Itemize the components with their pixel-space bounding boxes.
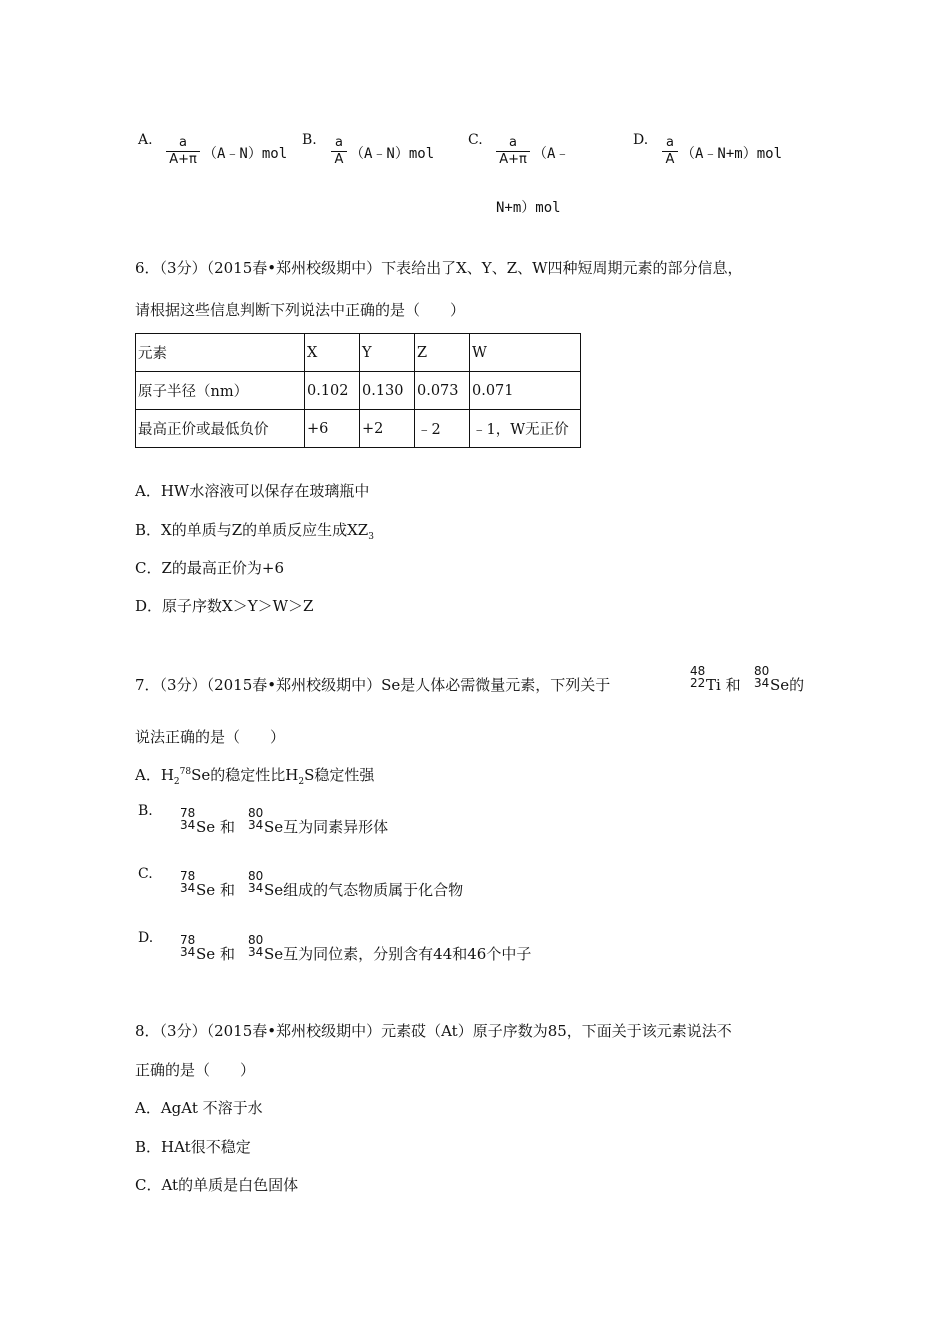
q5-option-c-text: （A﹣ <box>533 146 570 162</box>
q7-option-b-text: Se互为同素异形体 <box>264 818 389 836</box>
table-row <box>136 334 581 372</box>
q7-stem-line2: 说法正确的是（ ） <box>135 728 286 746</box>
q7-option-b-isotope-78: 78 34 <box>180 806 196 832</box>
table-cell: 原子半径（nm） <box>136 372 305 410</box>
table-cell: X <box>305 334 360 372</box>
q8-stem-line1: 8．（3分）（2015春•郑州校级期中）元素砹（At）原子序数为85，下面关于该元素说法不 <box>135 1022 732 1040</box>
table-row <box>136 410 581 448</box>
q7-isotope-ti: 48 22 <box>690 664 706 690</box>
q7-option-d-isotope-80: 80 34 <box>248 933 264 959</box>
table-cell: W <box>470 334 581 372</box>
q8-option-a: A．AgAt 不溶于水 <box>135 1099 263 1117</box>
q7-option-c-se78-label: Se 和 <box>196 881 235 899</box>
q7-option-c-letter: C. <box>138 866 153 882</box>
table-cell: +2 <box>360 410 415 448</box>
q5-option-d-fraction: a A <box>662 136 678 167</box>
q7-isotope-ti-symbol: Ti 和 <box>706 676 741 694</box>
q7-option-d-se78-label: Se 和 <box>196 945 235 963</box>
q8-option-c: C．At的单质是白色固体 <box>135 1176 299 1194</box>
table-cell: 0.071 <box>470 372 581 410</box>
table-cell: Y <box>360 334 415 372</box>
q5-option-d-text: （A﹣N+m）mol <box>681 146 783 162</box>
q5-option-c-letter: C. <box>468 132 483 148</box>
q6-option-d: D．原子序数X＞Y＞W＞Z <box>135 597 314 615</box>
q5-option-b-text: （A﹣N）mol <box>350 146 435 162</box>
q6-option-c: C．Z的最高正价为+6 <box>135 559 285 577</box>
q7-stem-line1: 7．（3分）（2015春•郑州校级期中）Se是人体必需微量元素，下列关于 <box>135 676 611 694</box>
q7-option-b-letter: B. <box>138 803 153 819</box>
table-cell: 0.102 <box>305 372 360 410</box>
q5-option-a-fraction: a A+π <box>166 136 200 167</box>
q7-option-c-text: Se组成的气态物质属于化合物 <box>264 881 464 899</box>
q5-option-b-fraction: a A <box>331 136 347 167</box>
q6-option-b: B．X的单质与Z的单质反应生成$XZ_3$ <box>135 521 374 542</box>
q7-option-b-isotope-80: 80 34 <box>248 806 264 832</box>
q6-stem-line2: 请根据这些信息判断下列说法中正确的是（ ） <box>135 301 466 319</box>
table-cell: 0.073 <box>415 372 470 410</box>
q7-option-c-isotope-80: 80 34 <box>248 869 264 895</box>
q7-option-d-isotope-78: 78 34 <box>180 933 196 959</box>
q7-isotope-se80: 80 34 <box>754 664 770 690</box>
q6-stem-line1: 6．（3分）（2015春•郑州校级期中）下表给出了X、Y、Z、W四种短周期元素的部分信息， <box>135 259 743 277</box>
q5-option-c-fraction: a A+π <box>496 136 530 167</box>
table-cell: ﹣1，W无正价 <box>470 410 581 448</box>
table-row <box>136 372 581 410</box>
q7-option-d-letter: D. <box>138 930 154 946</box>
q5-option-a-letter: A. <box>138 132 153 148</box>
q7-option-c-isotope-78: 78 34 <box>180 869 196 895</box>
q8-stem-line2: 正确的是（ ） <box>135 1061 256 1079</box>
table-cell: 最高正价或最低负价 <box>136 410 305 448</box>
q7-option-a: A．$H_2^{78}Se$的稳定性比$H_2S$稳定性强 <box>135 766 375 787</box>
q5-option-b-letter: B. <box>302 132 317 148</box>
table-cell: 元素 <box>136 334 305 372</box>
q5-option-c-text-cont: N+m）mol <box>496 200 561 216</box>
table-cell: +6 <box>305 410 360 448</box>
q7-option-d-text: Se互为同位素，分别含有44和46个中子 <box>264 945 532 963</box>
q5-option-a-text: （A﹣N）mol <box>203 146 288 162</box>
q6-info-table <box>135 333 581 448</box>
q8-option-b: B．HAt很不稳定 <box>135 1138 251 1156</box>
q5-option-d-letter: D. <box>633 132 649 148</box>
table-cell: Z <box>415 334 470 372</box>
q7-isotope-se80-symbol: Se的 <box>770 676 805 694</box>
table-cell: 0.130 <box>360 372 415 410</box>
table-cell: ﹣2 <box>415 410 470 448</box>
q7-option-b-se78-label: Se 和 <box>196 818 235 836</box>
q6-option-a: A．HW水溶液可以保存在玻璃瓶中 <box>135 482 370 500</box>
